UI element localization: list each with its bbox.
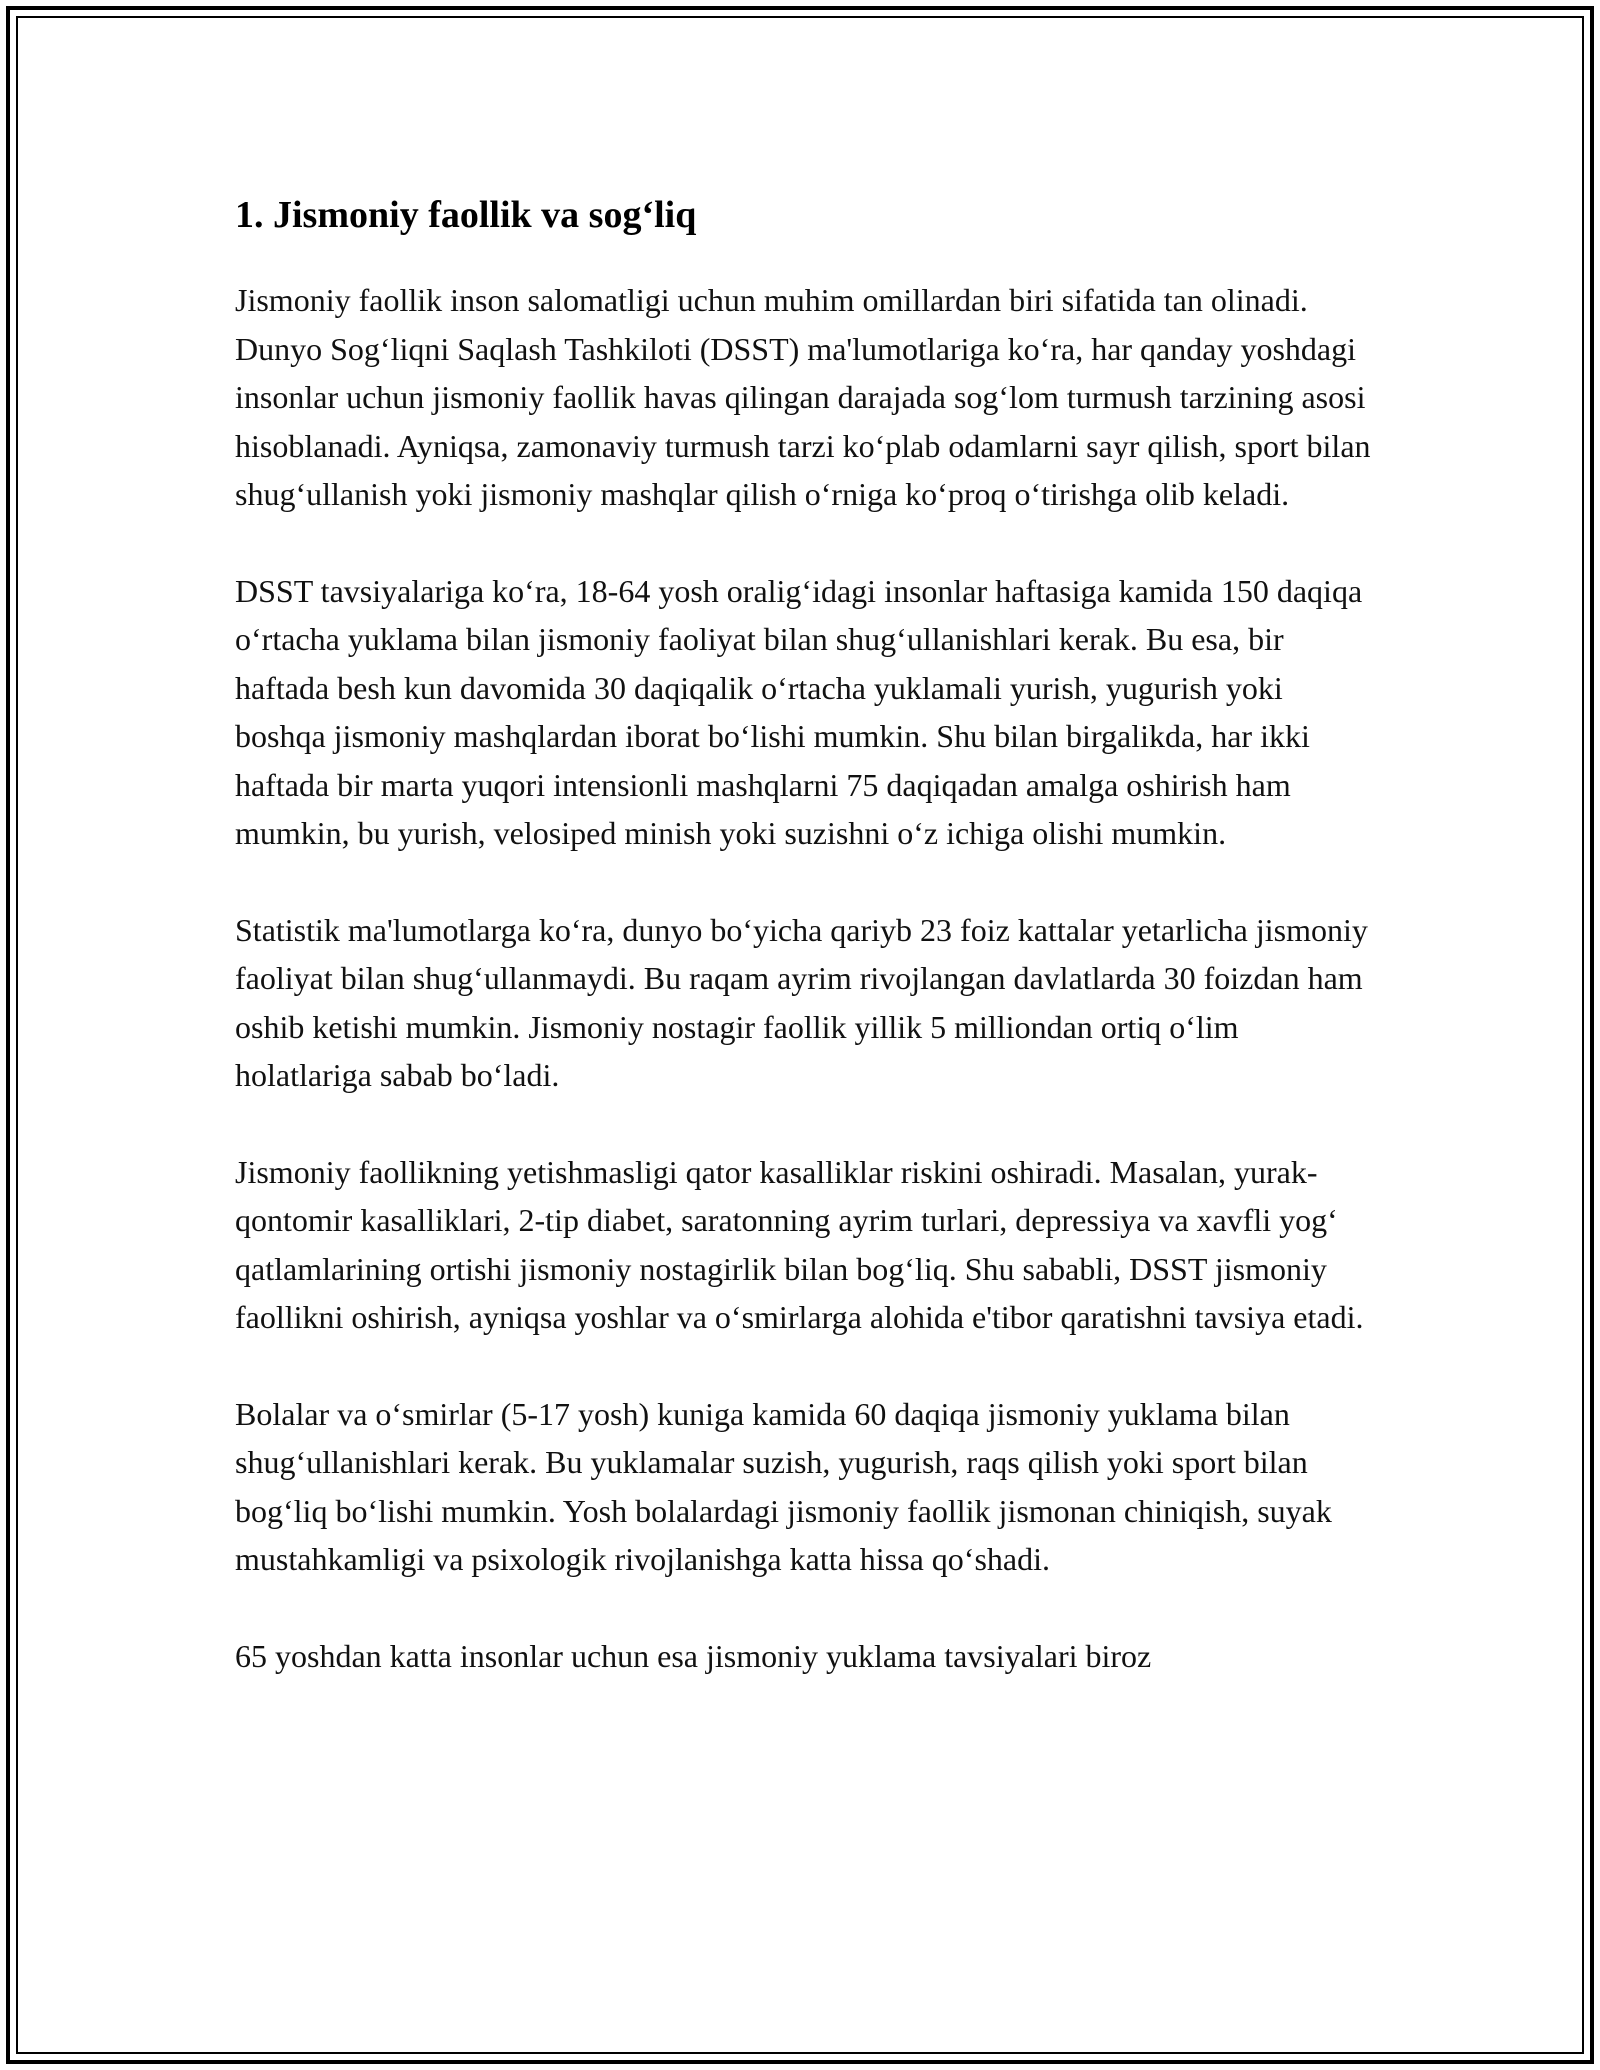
document-body bbox=[235, 188, 1375, 1728]
paragraph-5: Bolalar va o‘smirlar (5-17 yosh) kuniga kamida 60 daqiqa jismoniy yuklama bilan shug‘ullanishlari kerak. Bu yuklamalar suzish, yugurish, raqs qilish yoki sport bilan bog‘liq bo‘lishi mumkin. Yosh bolalardagi jismoniy faollik jismonan chiniqish, suyak mustahkamligi va psixologik rivojlanishga katta hissa qo‘shadi. bbox=[235, 1395, 1332, 1577]
paragraph-3: Statistik ma'lumotlarga ko‘ra, dunyo bo‘yicha qariyb 23 foiz kattalar yetarlicha jismoniy faoliyat bilan shug‘ullanmaydi. Bu raqam ayrim rivojlangan davlatlarda 30 foizdan ham oshib ketishi mumkin. Jismoniy nostagir faollik yillik 5 milliondan ortiq o‘lim holatlariga sabab bo‘ladi. bbox=[235, 911, 1368, 1093]
paragraph-1: Jismoniy faollik inson salomatligi uchun muhim omillardan biri sifatida tan olinadi. Dunyo Sog‘liqni Saqlash Tashkiloti (DSST) ma'lumotlariga ko‘ra, har qanday yoshdagi insonlar uchun jismoniy faollik havas qilingan darajada sog‘lom turmush tarzining asosi hisoblanadi. Ayniqsa, zamonaviy turmush tarzi ko‘plab odamlarni sayr qilish, sport bilan shug‘ullanish yoki jismoniy mashqlar qilish o‘rniga ko‘proq o‘tirishga olib keladi. bbox=[235, 282, 1371, 512]
paragraph-6: 65 yoshdan katta insonlar uchun esa jismoniy yuklama tavsiyalari biroz bbox=[235, 1637, 1152, 1674]
section-heading: 1. Jismoniy faollik va sog‘liq bbox=[235, 194, 697, 236]
paragraph-2: DSST tavsiyalariga ko‘ra, 18-64 yosh oralig‘idagi insonlar haftasiga kamida 150 daqiqa o‘rtacha yuklama bilan jismoniy faoliyat bilan shug‘ullanishlari kerak. Bu esa, bir haftada besh kun davomida 30 daqiqalik o‘rtacha yuklamali yurish, yugurish yoki boshqa jismoniy mashqlardan iborat bo‘lishi mumkin. Shu bilan birgalikda, har ikki haftada bir marta yuqori intensionli mashqlarni 75 daqiqadan amalga oshirish ham mumkin, bu yurish, velosiped minish yoki suzishni o‘z ichiga olishi mumkin. bbox=[235, 572, 1363, 851]
paragraph-4: Jismoniy faollikning yetishmasligi qator kasalliklar riskini oshiradi. Masalan, yurak-qontomir kasalliklari, 2-tip diabet, saratonning ayrim turlari, depressiya va xavfli yog‘ qatlamlarining ortishi jismoniy nostagirlik bilan bog‘liq. Shu sababli, DSST jismoniy faollikni oshirish, ayniqsa yoshlar va o‘smirlarga alohida e'tibor qaratishni tavsiya etadi. bbox=[235, 1153, 1364, 1335]
